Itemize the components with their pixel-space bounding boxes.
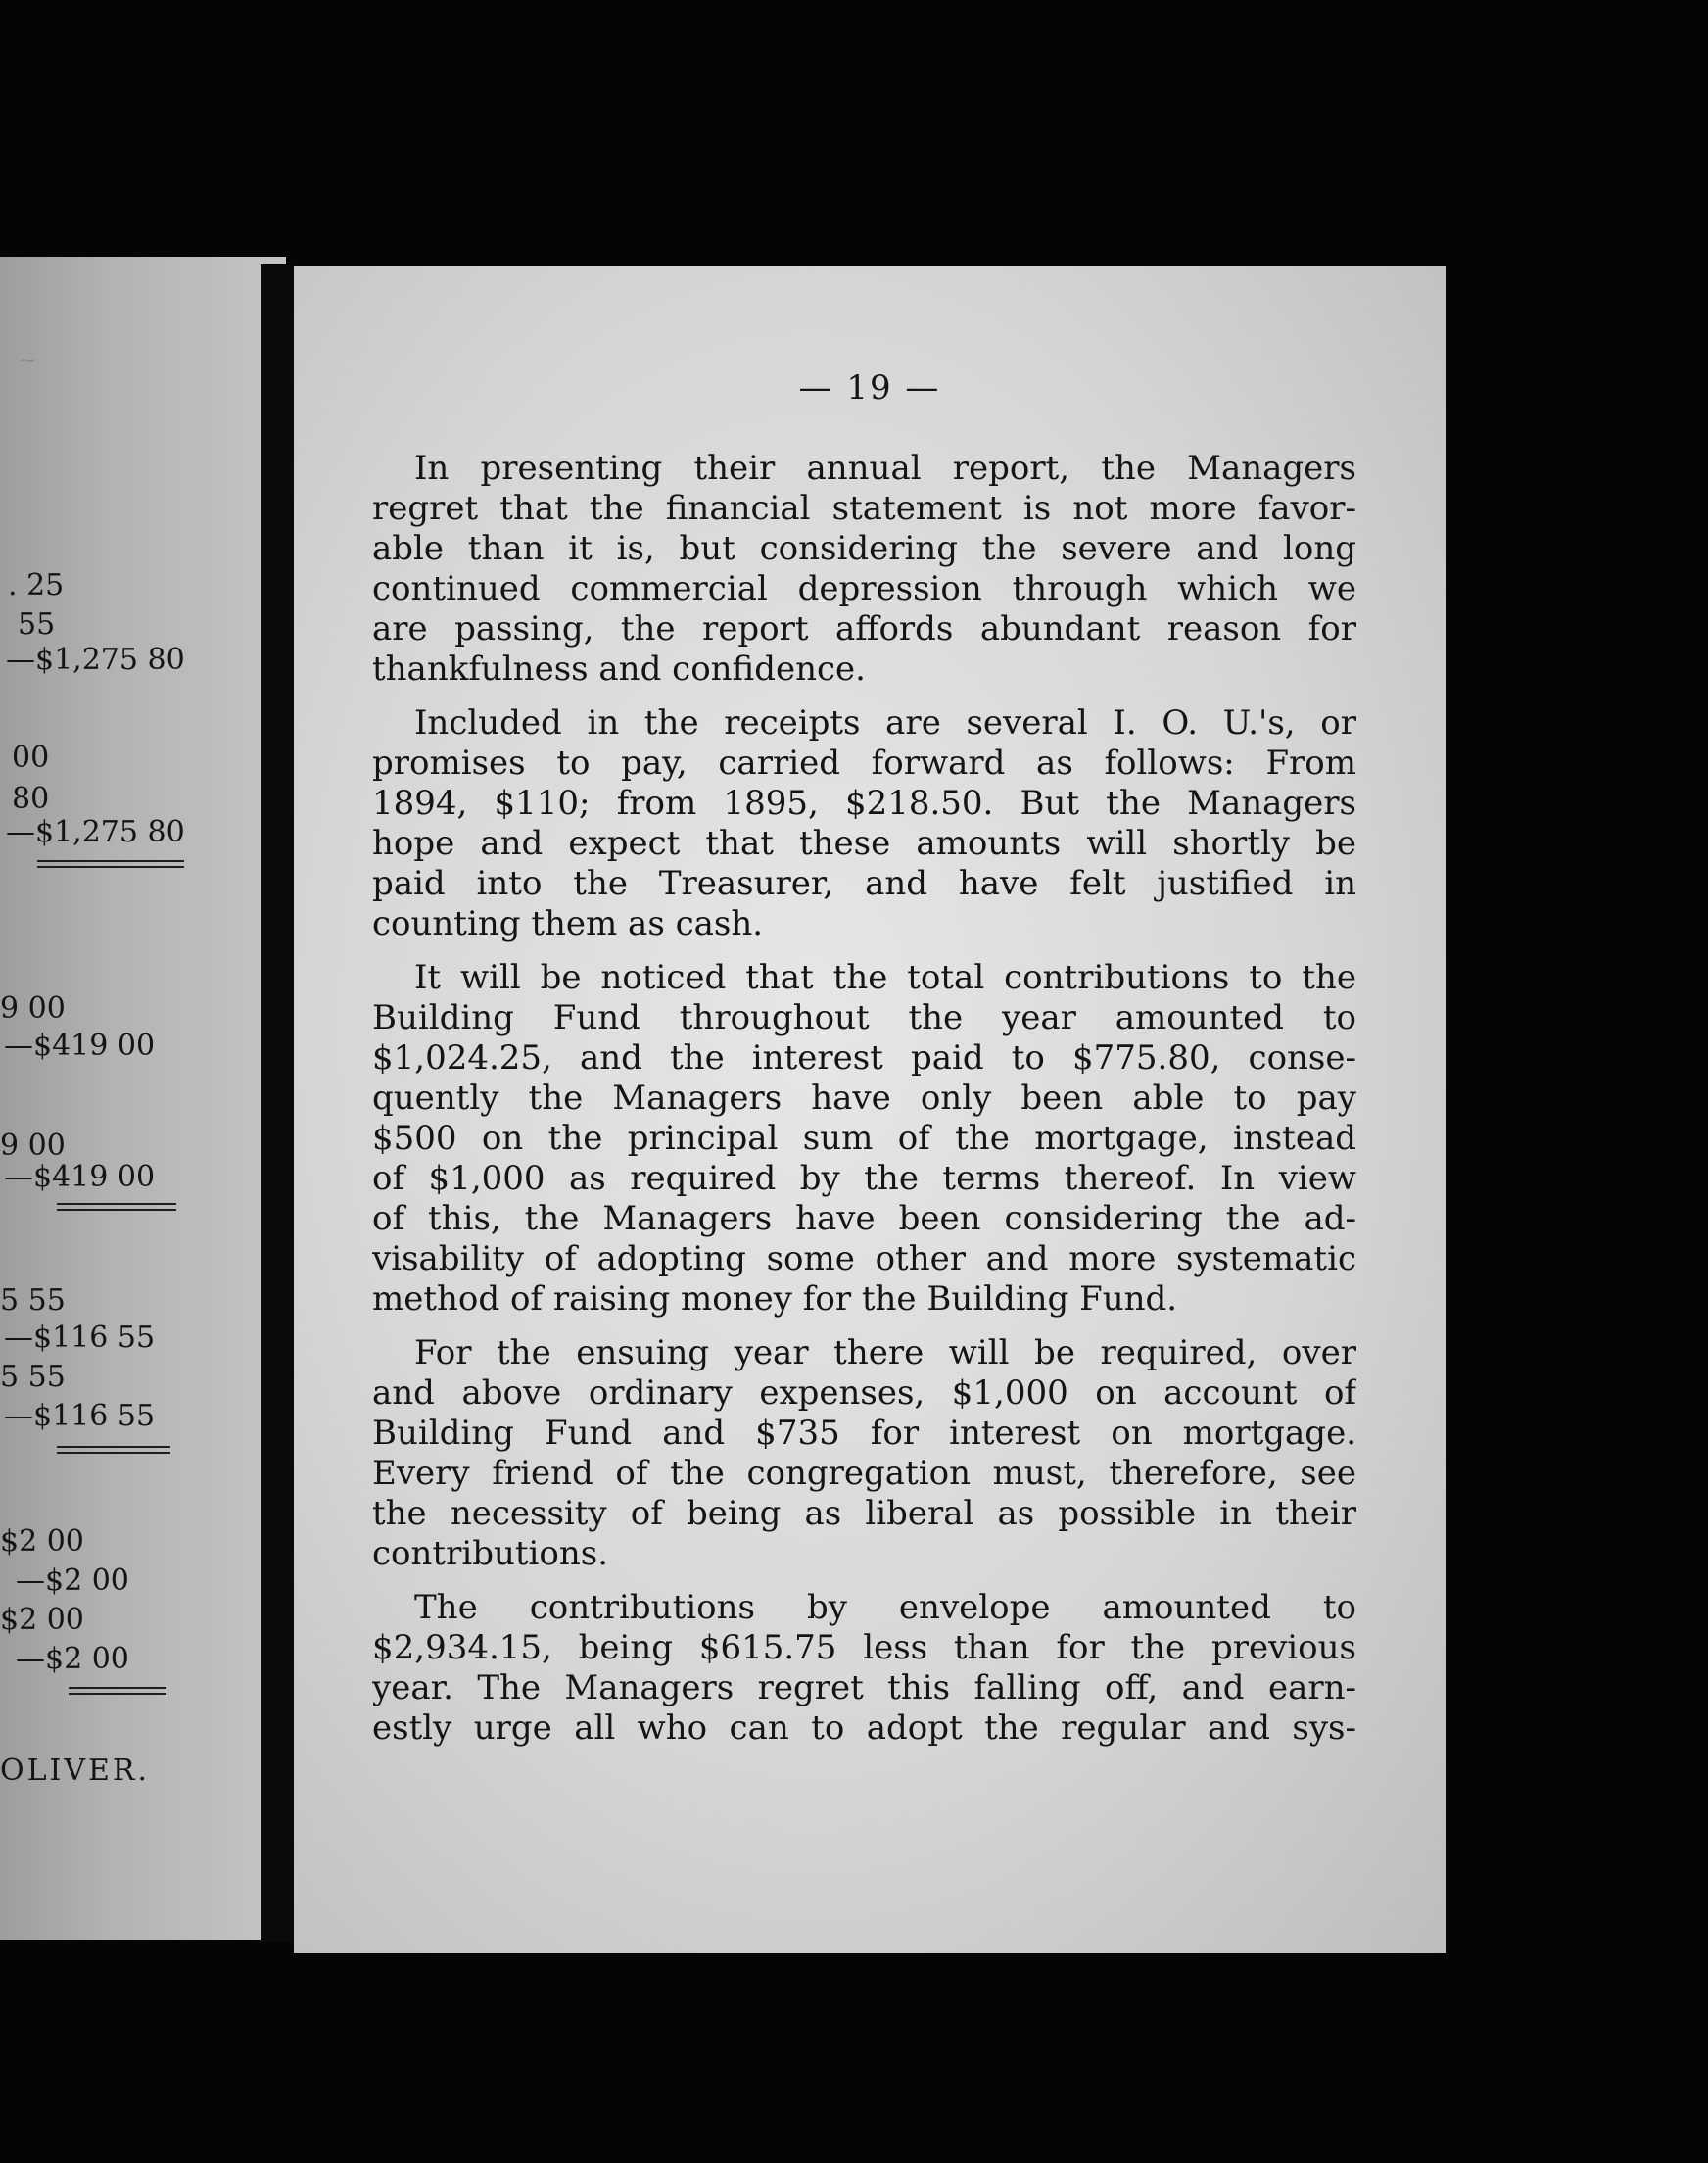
ledger-total: —$116 55 — [4, 1399, 156, 1433]
right-page — [294, 266, 1446, 1953]
text-line: quently the Managers have only been able to pay — [372, 1079, 1356, 1118]
ledger-entry: 5 55 — [0, 1283, 66, 1318]
faint-ink-mark: ~ — [18, 347, 38, 374]
paragraph — [372, 703, 1356, 944]
text-line: Building Fund throughout the year amounted to — [372, 998, 1356, 1037]
double-rule — [57, 1446, 170, 1454]
text-line: estly urge all who can to adopt the regular and sys- — [372, 1708, 1356, 1748]
ledger-entry: 80 — [12, 782, 50, 816]
text-line: Included in the receipts are several I. O. U.'s, or — [414, 703, 1356, 743]
paragraph — [372, 958, 1356, 1320]
ledger-entry: . 25 — [8, 568, 65, 602]
text-line: method of raising money for the Building Fund. — [372, 1279, 1178, 1319]
text-line: and above ordinary expenses, $1,000 on account of — [372, 1373, 1356, 1413]
text-line: able than it is, but considering the severe and long — [372, 529, 1356, 568]
text-line: are passing, the report affords abundant reason for — [372, 609, 1356, 649]
text-line: $2,934.15, being $615.75 less than for the previous — [372, 1628, 1356, 1667]
text-line: thankfulness and confidence. — [372, 649, 866, 689]
ledger-subtotal: —$2 00 — [16, 1563, 129, 1598]
page-number: — 19 — — [798, 368, 941, 408]
ledger-subtotal: —$1,275 80 — [6, 643, 185, 677]
ledger-entry: 00 — [12, 741, 50, 775]
double-rule — [69, 1687, 166, 1695]
text-line: The contributions by envelope amounted to — [414, 1588, 1356, 1627]
text-line: paid into the Treasurer, and have felt justified in — [372, 864, 1356, 903]
paragraph — [372, 449, 1356, 690]
text-line: Every friend of the congregation must, therefore, see — [372, 1454, 1356, 1493]
book-gutter — [261, 264, 294, 1942]
text-line: the necessity of being as liberal as possible in their — [372, 1494, 1356, 1533]
ledger-entry: $2 00 — [0, 1603, 84, 1637]
text-line: contributions. — [372, 1534, 609, 1573]
ledger-entry: 9 00 — [0, 991, 66, 1026]
ledger-subtotal: —$419 00 — [4, 1029, 156, 1063]
text-line: It will be noticed that the total contributions to the — [414, 958, 1356, 997]
ledger-total: —$419 00 — [4, 1160, 156, 1194]
text-line: regret that the financial statement is not more favor- — [372, 489, 1356, 528]
text-line: $500 on the principal sum of the mortgage, instead — [372, 1119, 1356, 1158]
text-line: continued commercial depression through which we — [372, 569, 1356, 608]
signature-fragment: OLIVER. — [0, 1754, 151, 1788]
ledger-total: —$2 00 — [16, 1642, 129, 1676]
paragraph — [372, 1588, 1356, 1749]
text-line: For the ensuing year there will be required, over — [414, 1333, 1356, 1372]
left-page — [0, 257, 286, 1940]
text-line: hope and expect that these amounts will shortly be — [372, 824, 1356, 863]
text-line: visability of adopting some other and more systematic — [372, 1239, 1356, 1278]
text-line: year. The Managers regret this falling off, and earn- — [372, 1668, 1356, 1707]
body-text — [372, 449, 1356, 1762]
text-line: In presenting their annual report, the Managers — [414, 449, 1356, 488]
ledger-entry: 9 00 — [0, 1129, 66, 1163]
text-line: $1,024.25, and the interest paid to $775.80, conse- — [372, 1038, 1356, 1078]
text-line: counting them as cash. — [372, 904, 764, 943]
ledger-entry: 5 55 — [0, 1360, 66, 1394]
text-line: promises to pay, carried forward as follows: From — [372, 744, 1356, 783]
paragraph — [372, 1333, 1356, 1574]
text-line: Building Fund and $735 for interest on mortgage. — [372, 1414, 1356, 1453]
double-rule — [37, 860, 184, 868]
text-line: 1894, $110; from 1895, $218.50. But the Managers — [372, 784, 1356, 823]
double-rule — [57, 1203, 176, 1211]
ledger-entry: 55 — [18, 607, 56, 642]
text-line: of $1,000 as required by the terms thereof. In view — [372, 1159, 1356, 1198]
ledger-entry: $2 00 — [0, 1524, 84, 1559]
ledger-total: —$1,275 80 — [6, 815, 185, 849]
text-line: of this, the Managers have been considering the ad- — [372, 1199, 1356, 1238]
ledger-subtotal: —$116 55 — [4, 1321, 156, 1355]
